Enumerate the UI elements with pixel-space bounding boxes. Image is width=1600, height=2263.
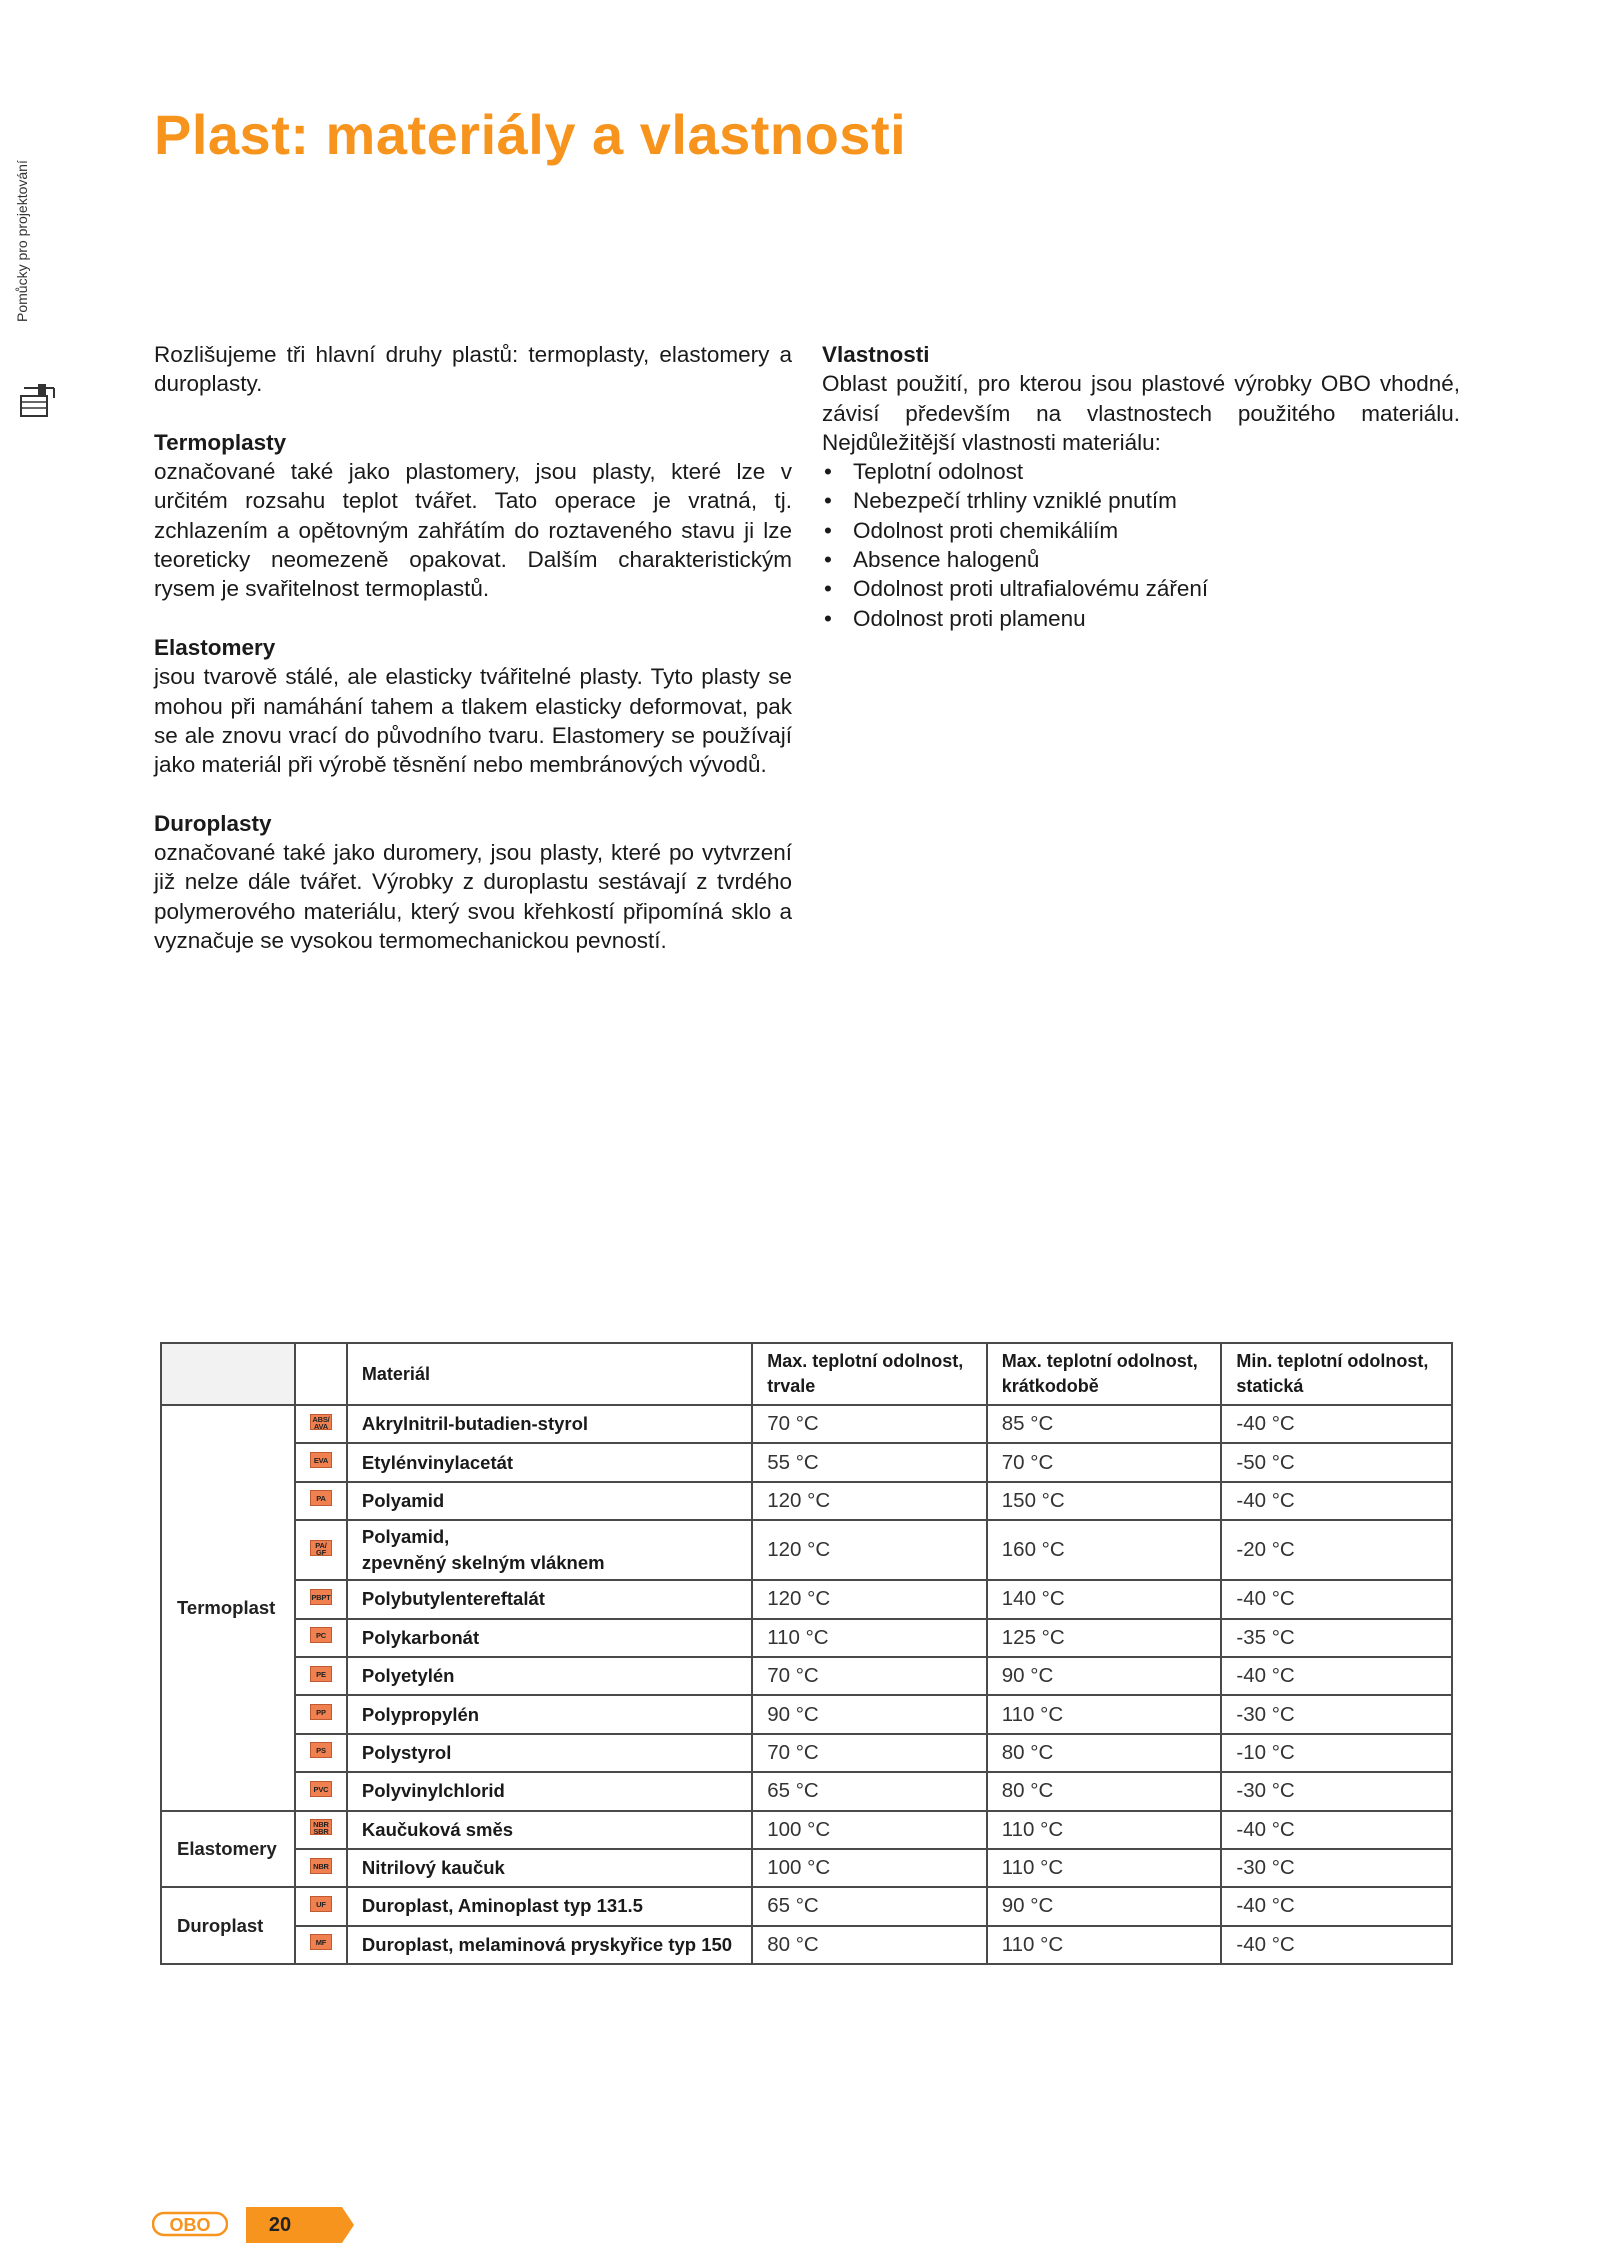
list-item: • Odolnost proti ultrafialovému záření [822,574,1460,603]
section-text-elastomery: jsou tvarově stálé, ale elasticky tvářitelné plasty. Tyto plasty se mohou při namáhání tahem a tlakem elasticky deformovat, pak se ale znovu vrací do původního tvaru. Elastomery se používají jako materiál při výrobě těsnění nebo membránových vývodů. [154,664,792,778]
max-long-value: 90 °C [752,1695,987,1733]
properties-list [822,457,1460,633]
intro-paragraph: Rozlišujeme tři hlavní druhy plastů: termoplasty, elastomery a duroplasty. [154,342,792,397]
max-long-value: 70 °C [752,1734,987,1772]
logo-text: OBO [169,2215,211,2235]
header-min-static: Min. teplotní odolnost, statická [1221,1343,1452,1405]
table-row [161,1443,1452,1481]
page-number: 20 [268,2214,292,2236]
table-row [161,1619,1452,1657]
max-long-value: 70 °C [752,1657,987,1695]
table-row [161,1405,1452,1443]
max-long-value: 70 °C [752,1405,987,1443]
min-value: -20 °C [1221,1520,1452,1580]
material-name: Duroplast, Aminoplast typ 131.5 [347,1887,752,1925]
material-name: Polyvinylchlorid [347,1772,752,1810]
section-heading-elastomery: Elastomery [154,634,276,660]
page-title: Plast: materiály a vlastnosti [154,103,907,166]
max-short-value: 80 °C [987,1734,1222,1772]
right-text-column [822,340,1460,633]
material-name: Nitrilový kaučuk [347,1849,752,1887]
min-value: -40 °C [1221,1580,1452,1618]
max-short-value: 110 °C [987,1926,1222,1964]
material-code-icon: MF [310,1934,332,1950]
materials-table [160,1342,1453,1965]
max-long-value: 120 °C [752,1482,987,1520]
material-code-icon: NBR SBR [310,1819,332,1835]
properties-text: Oblast použití, pro kterou jsou plastové výrobky OBO vhodné, závisí především na vlastnostech použitého materiálu. Nejdůležitější vlastnosti materiálu: [822,371,1460,455]
max-long-value: 120 °C [752,1520,987,1580]
material-code-icon: EVA [310,1452,332,1468]
list-item: • Nebezpečí trhliny vzniklé pnutím [822,486,1460,515]
material-code-icon: ABS/ AVA [310,1414,332,1430]
material-code-icon: PBPT [310,1589,332,1605]
header-material: Materiál [347,1343,752,1405]
table-row [161,1657,1452,1695]
table-row [161,1811,1452,1849]
material-name: Polyamid [347,1482,752,1520]
min-value: -40 °C [1221,1926,1452,1964]
header-max-short: Max. teplotní odolnost, krátkodobě [987,1343,1222,1405]
section-heading-termoplasty: Termoplasty [154,429,287,455]
min-value: -40 °C [1221,1811,1452,1849]
material-name: Duroplast, melaminová pryskyřice typ 150 [347,1926,752,1964]
group-label-elastomery: Elastomery [161,1811,295,1888]
header-group-cell [161,1343,295,1405]
max-short-value: 90 °C [987,1887,1222,1925]
max-long-value: 65 °C [752,1772,987,1810]
design-tools-icon [18,384,58,420]
max-short-value: 80 °C [987,1772,1222,1810]
material-code-icon: PA [310,1490,332,1506]
material-name [347,1520,752,1580]
material-name: Akrylnitril-butadien-styrol [347,1405,752,1443]
max-long-value: 100 °C [752,1849,987,1887]
table-row [161,1695,1452,1733]
left-text-column [154,340,792,955]
min-value: -35 °C [1221,1619,1452,1657]
group-label-termoplast: Termoplast [161,1405,295,1811]
material-code-icon: PA/ GF [310,1540,332,1556]
section-heading-duroplasty: Duroplasty [154,810,272,836]
table-row [161,1482,1452,1520]
side-section-label: Pomůcky pro projektování [14,160,30,322]
table-row [161,1849,1452,1887]
material-name-line2: zpevněný skelným vláknem [361,1552,605,1574]
min-value: -40 °C [1221,1657,1452,1695]
max-long-value: 80 °C [752,1926,987,1964]
list-item: • Odolnost proti plamenu [822,604,1460,633]
max-short-value: 90 °C [987,1657,1222,1695]
max-long-value: 65 °C [752,1887,987,1925]
table-row [161,1734,1452,1772]
material-code-icon: PC [310,1627,332,1643]
table-row [161,1520,1452,1580]
material-code-icon: NBR [310,1858,332,1874]
max-long-value: 120 °C [752,1580,987,1618]
min-value: -30 °C [1221,1849,1452,1887]
material-name: Kaučuková směs [347,1811,752,1849]
material-code-icon: UF [310,1896,332,1912]
properties-heading: Vlastnosti [822,342,930,367]
section-text-termoplasty: označované také jako plastomery, jsou plasty, které lze v určitém rozsahu teplot tvářet. Tato operace je vratná, tj. zchlazením a opětovným zahřátím do roztaveného stavu ji lze teoreticky neomezeně opakovat. Dalším charakteristickým rysem je svařitelnost termoplastů. [154,459,792,602]
table-row [161,1926,1452,1964]
max-short-value: 140 °C [987,1580,1222,1618]
max-short-value: 110 °C [987,1695,1222,1733]
list-item: • Absence halogenů [822,545,1460,574]
material-name: Polypropylén [347,1695,752,1733]
max-short-value: 110 °C [987,1811,1222,1849]
table-row [161,1580,1452,1618]
material-code-icon: PVC [310,1781,332,1797]
table-row [161,1772,1452,1810]
table-header-row [161,1343,1452,1405]
min-value: -40 °C [1221,1887,1452,1925]
min-value: -30 °C [1221,1772,1452,1810]
max-short-value: 110 °C [987,1849,1222,1887]
material-name: Polyetylén [347,1657,752,1695]
min-value: -40 °C [1221,1405,1452,1443]
section-text-duroplasty: označované také jako duromery, jsou plasty, které po vytvrzení již nelze dále tvářet. Výrobky z duroplastu sestávají z tvrdého polymerového materiálu, který svou křehkostí připomíná sklo a vyznačuje se vysokou termomechanickou pevností. [154,840,792,953]
min-value: -30 °C [1221,1695,1452,1733]
header-code-cell [295,1343,347,1405]
max-short-value: 150 °C [987,1482,1222,1520]
max-short-value: 70 °C [987,1443,1222,1481]
max-long-value: 100 °C [752,1811,987,1849]
max-short-value: 160 °C [987,1520,1222,1580]
min-value: -40 °C [1221,1482,1452,1520]
material-code-icon: PP [310,1704,332,1720]
max-long-value: 110 °C [752,1619,987,1657]
material-name: Etylénvinylacetát [347,1443,752,1481]
list-item: • Teplotní odolnost [822,457,1460,486]
max-short-value: 125 °C [987,1619,1222,1657]
material-name: Polybutylentereftalát [347,1580,752,1618]
material-code-icon: PE [310,1666,332,1682]
material-name: Polystyrol [347,1734,752,1772]
material-code-icon: PS [310,1742,332,1758]
group-label-duroplast: Duroplast [161,1887,295,1964]
material-name: Polykarbonát [347,1619,752,1657]
header-max-long: Max. teplotní odolnost, trvale [752,1343,987,1405]
min-value: -50 °C [1221,1443,1452,1481]
obo-logo [152,2210,228,2238]
material-name-line1: Polyamid, [361,1526,450,1548]
max-long-value: 55 °C [752,1443,987,1481]
min-value: -10 °C [1221,1734,1452,1772]
list-item: • Odolnost proti chemikáliím [822,516,1460,545]
max-short-value: 85 °C [987,1405,1222,1443]
table-row [161,1887,1452,1925]
